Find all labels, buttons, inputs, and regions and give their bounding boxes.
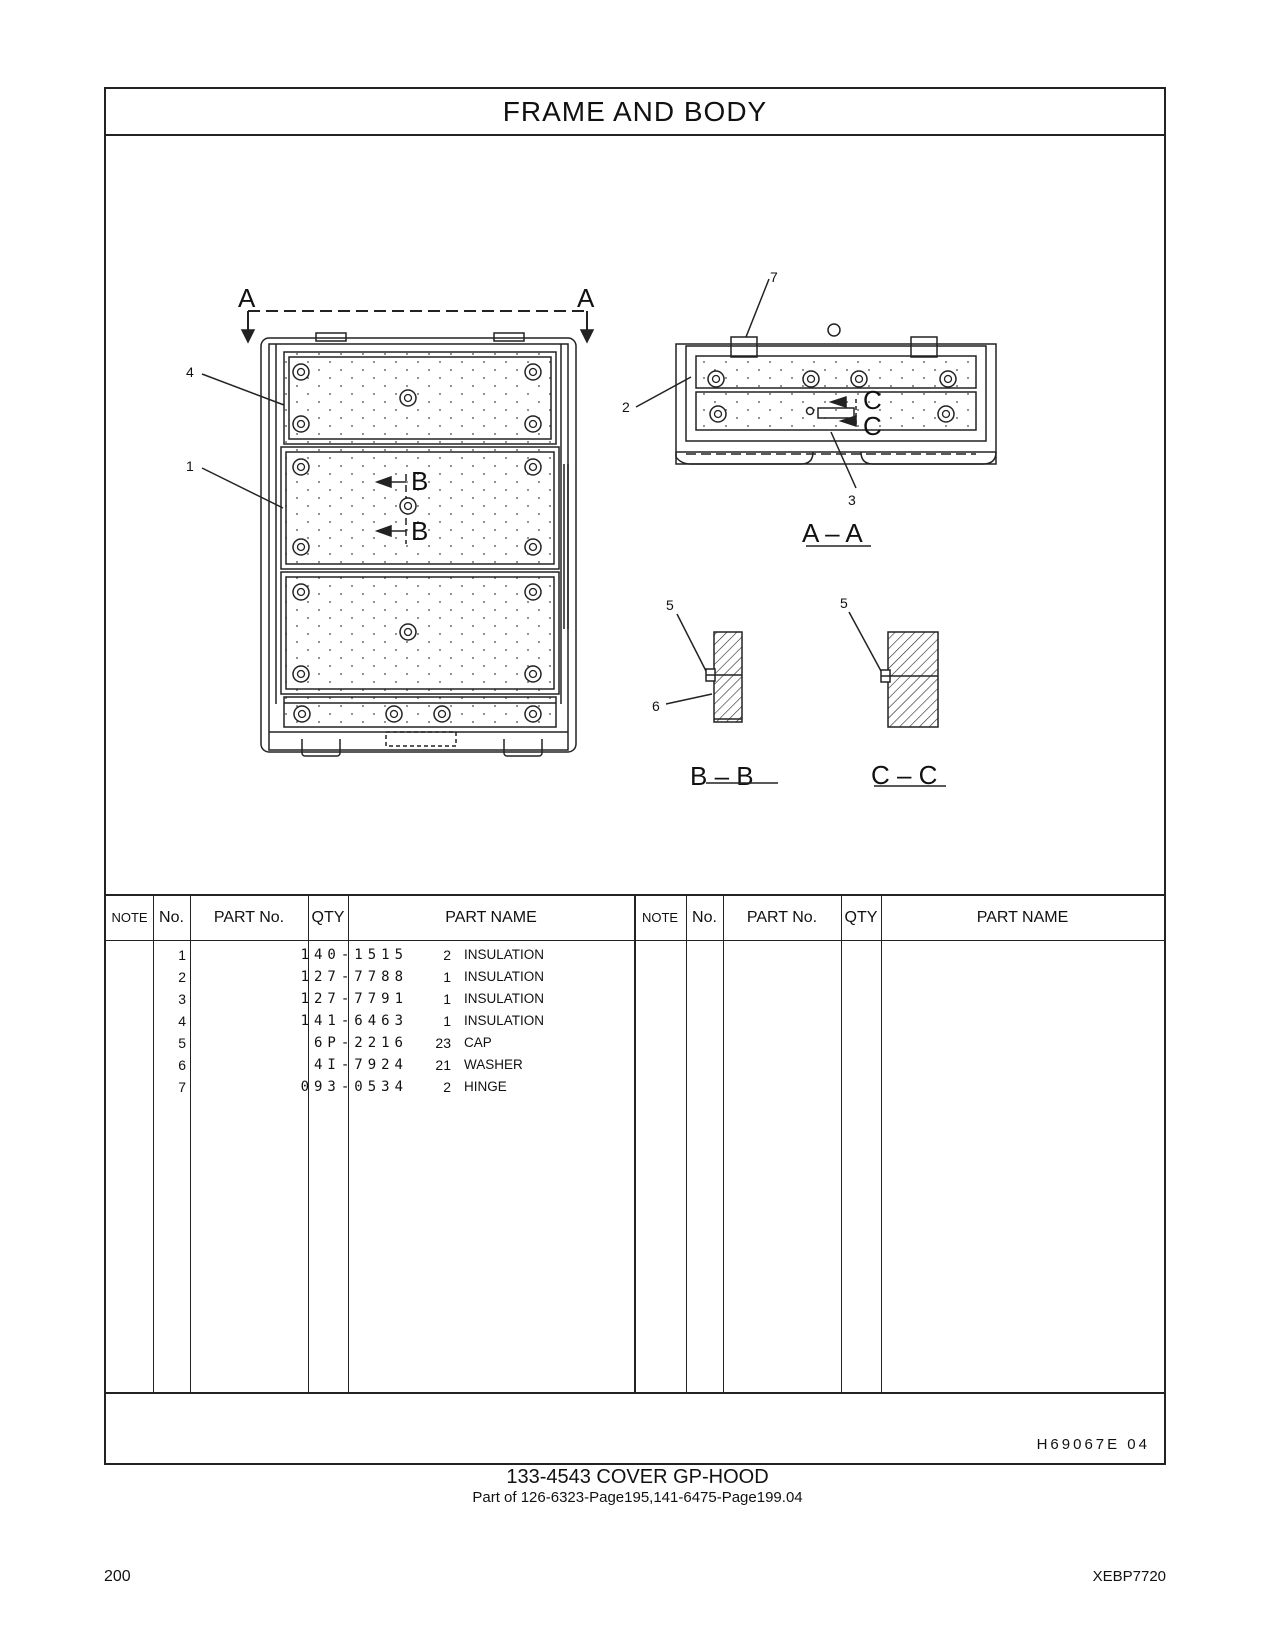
header-qty: QTY [311,909,345,926]
row-part-no: 4I-7924 [313,1057,408,1073]
section-a-right-label: A [577,283,595,313]
group-caption: 133-4543 COVER GP-HOOD [506,1466,769,1488]
row-no: 1 [178,947,186,963]
group-reference: Part of 126-6323-Page195,141-6475-Page199.04 [472,1489,803,1506]
drawing-svg [106,134,1164,892]
row-qty: 21 [435,1057,451,1073]
callout-5-left: 5 [666,597,674,613]
callout-1: 1 [186,458,194,474]
row-part-name: WASHER [464,1057,523,1072]
row-qty: 1 [443,991,451,1007]
header-note: NOTE [111,910,148,925]
title-row [106,89,1164,136]
row-no: 4 [178,1013,186,1029]
drawing-code: H69067E 04 [1036,1436,1150,1453]
row-no: 6 [178,1057,186,1073]
page-title: FRAME AND BODY [502,96,768,127]
callout-4: 4 [186,364,194,380]
header-part-no-right: PART No. [746,909,818,926]
table-row [106,991,1164,1013]
row-part-name: INSULATION [464,947,545,962]
table-row [106,1035,1164,1057]
row-qty: 2 [443,1079,451,1095]
row-no: 7 [178,1079,186,1095]
section-a-left-label: A [238,283,256,313]
header-no-right: No. [692,909,717,926]
row-part-no: 6P-2216 [313,1035,408,1051]
header-part-name: PART NAME [445,909,537,926]
view-title-cc: C – C [871,760,938,790]
row-qty: 1 [443,1013,451,1029]
view-title-aa: A – A [802,518,863,548]
row-part-name: CAP [464,1035,492,1050]
page-number: 200 [104,1568,131,1585]
section-b-bottom-label: B [411,516,429,546]
table-row [106,969,1164,991]
callout-2: 2 [622,399,630,415]
parts-table [106,894,1164,1394]
table-row [106,1057,1164,1079]
section-b-top-label: B [411,466,429,496]
table-row [106,1079,1164,1101]
row-no: 2 [178,969,186,985]
row-part-name: INSULATION [464,991,545,1006]
document-id: XEBP7720 [1092,1568,1166,1585]
row-qty: 23 [435,1035,451,1051]
view-title-bb: B – B [690,761,754,791]
header-no: No. [159,909,184,926]
row-part-no: 141-6463 [300,1013,408,1029]
technical-drawing [106,134,1164,892]
row-part-no: 093-0534 [300,1079,408,1095]
parts-sheet-frame [104,87,1166,1465]
header-note-right: NOTE [641,910,679,925]
table-row [106,947,1164,969]
row-part-name: INSULATION [464,969,545,984]
row-part-no: 127-7791 [300,991,408,1007]
row-part-no: 127-7788 [300,969,408,985]
header-qty-right: QTY [844,909,878,926]
row-no: 5 [178,1035,186,1051]
header-part-no: PART No. [213,909,285,926]
row-part-name: INSULATION [464,1013,545,1028]
table-row [106,1013,1164,1035]
callout-5-right: 5 [840,595,848,611]
row-part-name: HINGE [464,1079,507,1094]
callout-7: 7 [770,269,778,285]
section-c-top-label: C [863,385,882,415]
row-qty: 1 [443,969,451,985]
row-no: 3 [178,991,186,1007]
header-part-name-right: PART NAME [976,909,1069,926]
row-part-no: 140-1515 [300,947,408,963]
row-qty: 2 [443,947,451,963]
callout-3: 3 [848,492,856,508]
section-c-bottom-label: C [863,411,882,441]
callout-6: 6 [652,698,660,714]
